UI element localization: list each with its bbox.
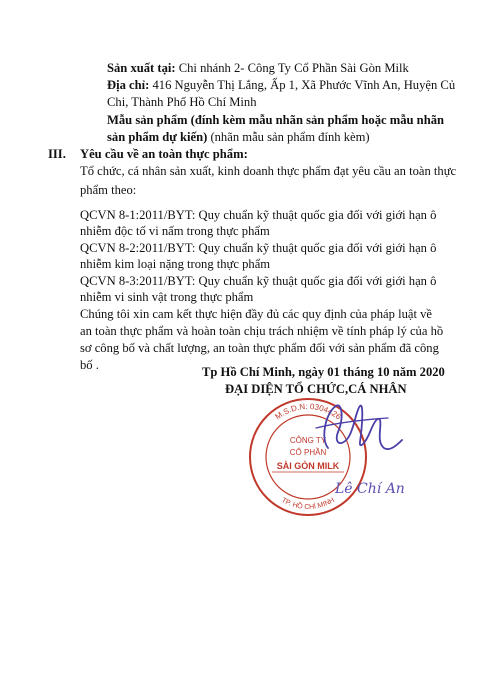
regulation-2-line-2: nhiễm kim loại nặng trong thực phẩm bbox=[80, 257, 271, 271]
stamp-top-text: M.S.D.N: 0304426 bbox=[273, 401, 343, 422]
commitment-line-3: sơ công bố và chất lượng, an toàn thực phẩm đối với sản phẩm đã công bbox=[80, 341, 439, 355]
signature-stroke bbox=[324, 405, 402, 449]
production-place-line bbox=[107, 60, 409, 76]
stamp-company-2: CỔ PHẦN bbox=[289, 448, 327, 457]
production-place-label: Sản xuất tại: bbox=[107, 61, 176, 75]
section-number: III. bbox=[48, 147, 66, 161]
sample-line-1: Mẫu sản phẩm (đính kèm mẫu nhãn sản phẩm hoặc mẫu nhãn bbox=[107, 113, 444, 127]
stamp-bottom-text: TP. HỒ CHÍ MINH bbox=[280, 496, 336, 512]
sample-line-2 bbox=[107, 129, 370, 145]
commitment-line-4: bố . bbox=[80, 358, 99, 372]
signature-scribble bbox=[298, 398, 408, 466]
sample-normal: (nhãn mẫu sản phẩm đính kèm) bbox=[207, 130, 370, 144]
signatory-name: Lê Chí An bbox=[335, 481, 405, 497]
stamp-company-1: CÔNG TY bbox=[289, 436, 327, 445]
regulation-2-line-1: QCVN 8-2:2011/BYT: Quy chuẩn kỹ thuật quốc gia đối với giới hạn ô bbox=[80, 241, 437, 255]
regulation-3-line-2: nhiễm vi sinh vật trong thực phẩm bbox=[80, 290, 254, 304]
production-place-value: Chi nhánh 2- Công Ty Cổ Phần Sài Gòn Milk bbox=[175, 61, 409, 75]
stamp-company-3: SÀI GÒN MILK bbox=[276, 461, 340, 471]
place-date: Tp Hồ Chí Minh, ngày 01 tháng 10 năm 2020 bbox=[202, 365, 445, 379]
address-line-2: Chi, Thành Phố Hồ Chí Minh bbox=[107, 95, 257, 109]
section-title: Yêu cầu về an toàn thực phẩm: bbox=[80, 147, 248, 161]
address-label: Địa chỉ: bbox=[107, 78, 150, 92]
regulation-1-line-1: QCVN 8-1:2011/BYT: Quy chuẩn kỹ thuật quốc gia đối với giới hạn ô bbox=[80, 208, 437, 222]
commitment-line-1: Chúng tôi xin cam kết thực hiện đầy đủ các quy định của pháp luật về bbox=[80, 307, 433, 321]
regulation-1-line-2: nhiễm độc tố vi nấm trong thực phẩm bbox=[80, 224, 270, 238]
address-value-1: 416 Nguyễn Thị Lắng, Ấp 1, Xã Phước Vĩnh An, Huyện Củ bbox=[149, 78, 456, 92]
intro-line-2: phẩm theo: bbox=[80, 183, 137, 197]
commitment-line-2: an toàn thực phẩm và hoàn toàn chịu trách nhiệm về tính pháp lý của hồ bbox=[80, 324, 444, 338]
sample-bold-2: sản phẩm dự kiến) bbox=[107, 130, 208, 144]
address-line-1 bbox=[107, 77, 455, 93]
representative-title: ĐẠI DIỆN TỔ CHỨC,CÁ NHÂN bbox=[225, 382, 407, 396]
regulation-3-line-1: QCVN 8-3:2011/BYT: Quy chuẩn kỹ thuật quốc gia đối với giới hạn ô bbox=[80, 274, 437, 288]
intro-line-1: Tổ chức, cá nhân sản xuất, kinh doanh thực phẩm đạt yêu cầu an toàn thực bbox=[80, 164, 457, 178]
